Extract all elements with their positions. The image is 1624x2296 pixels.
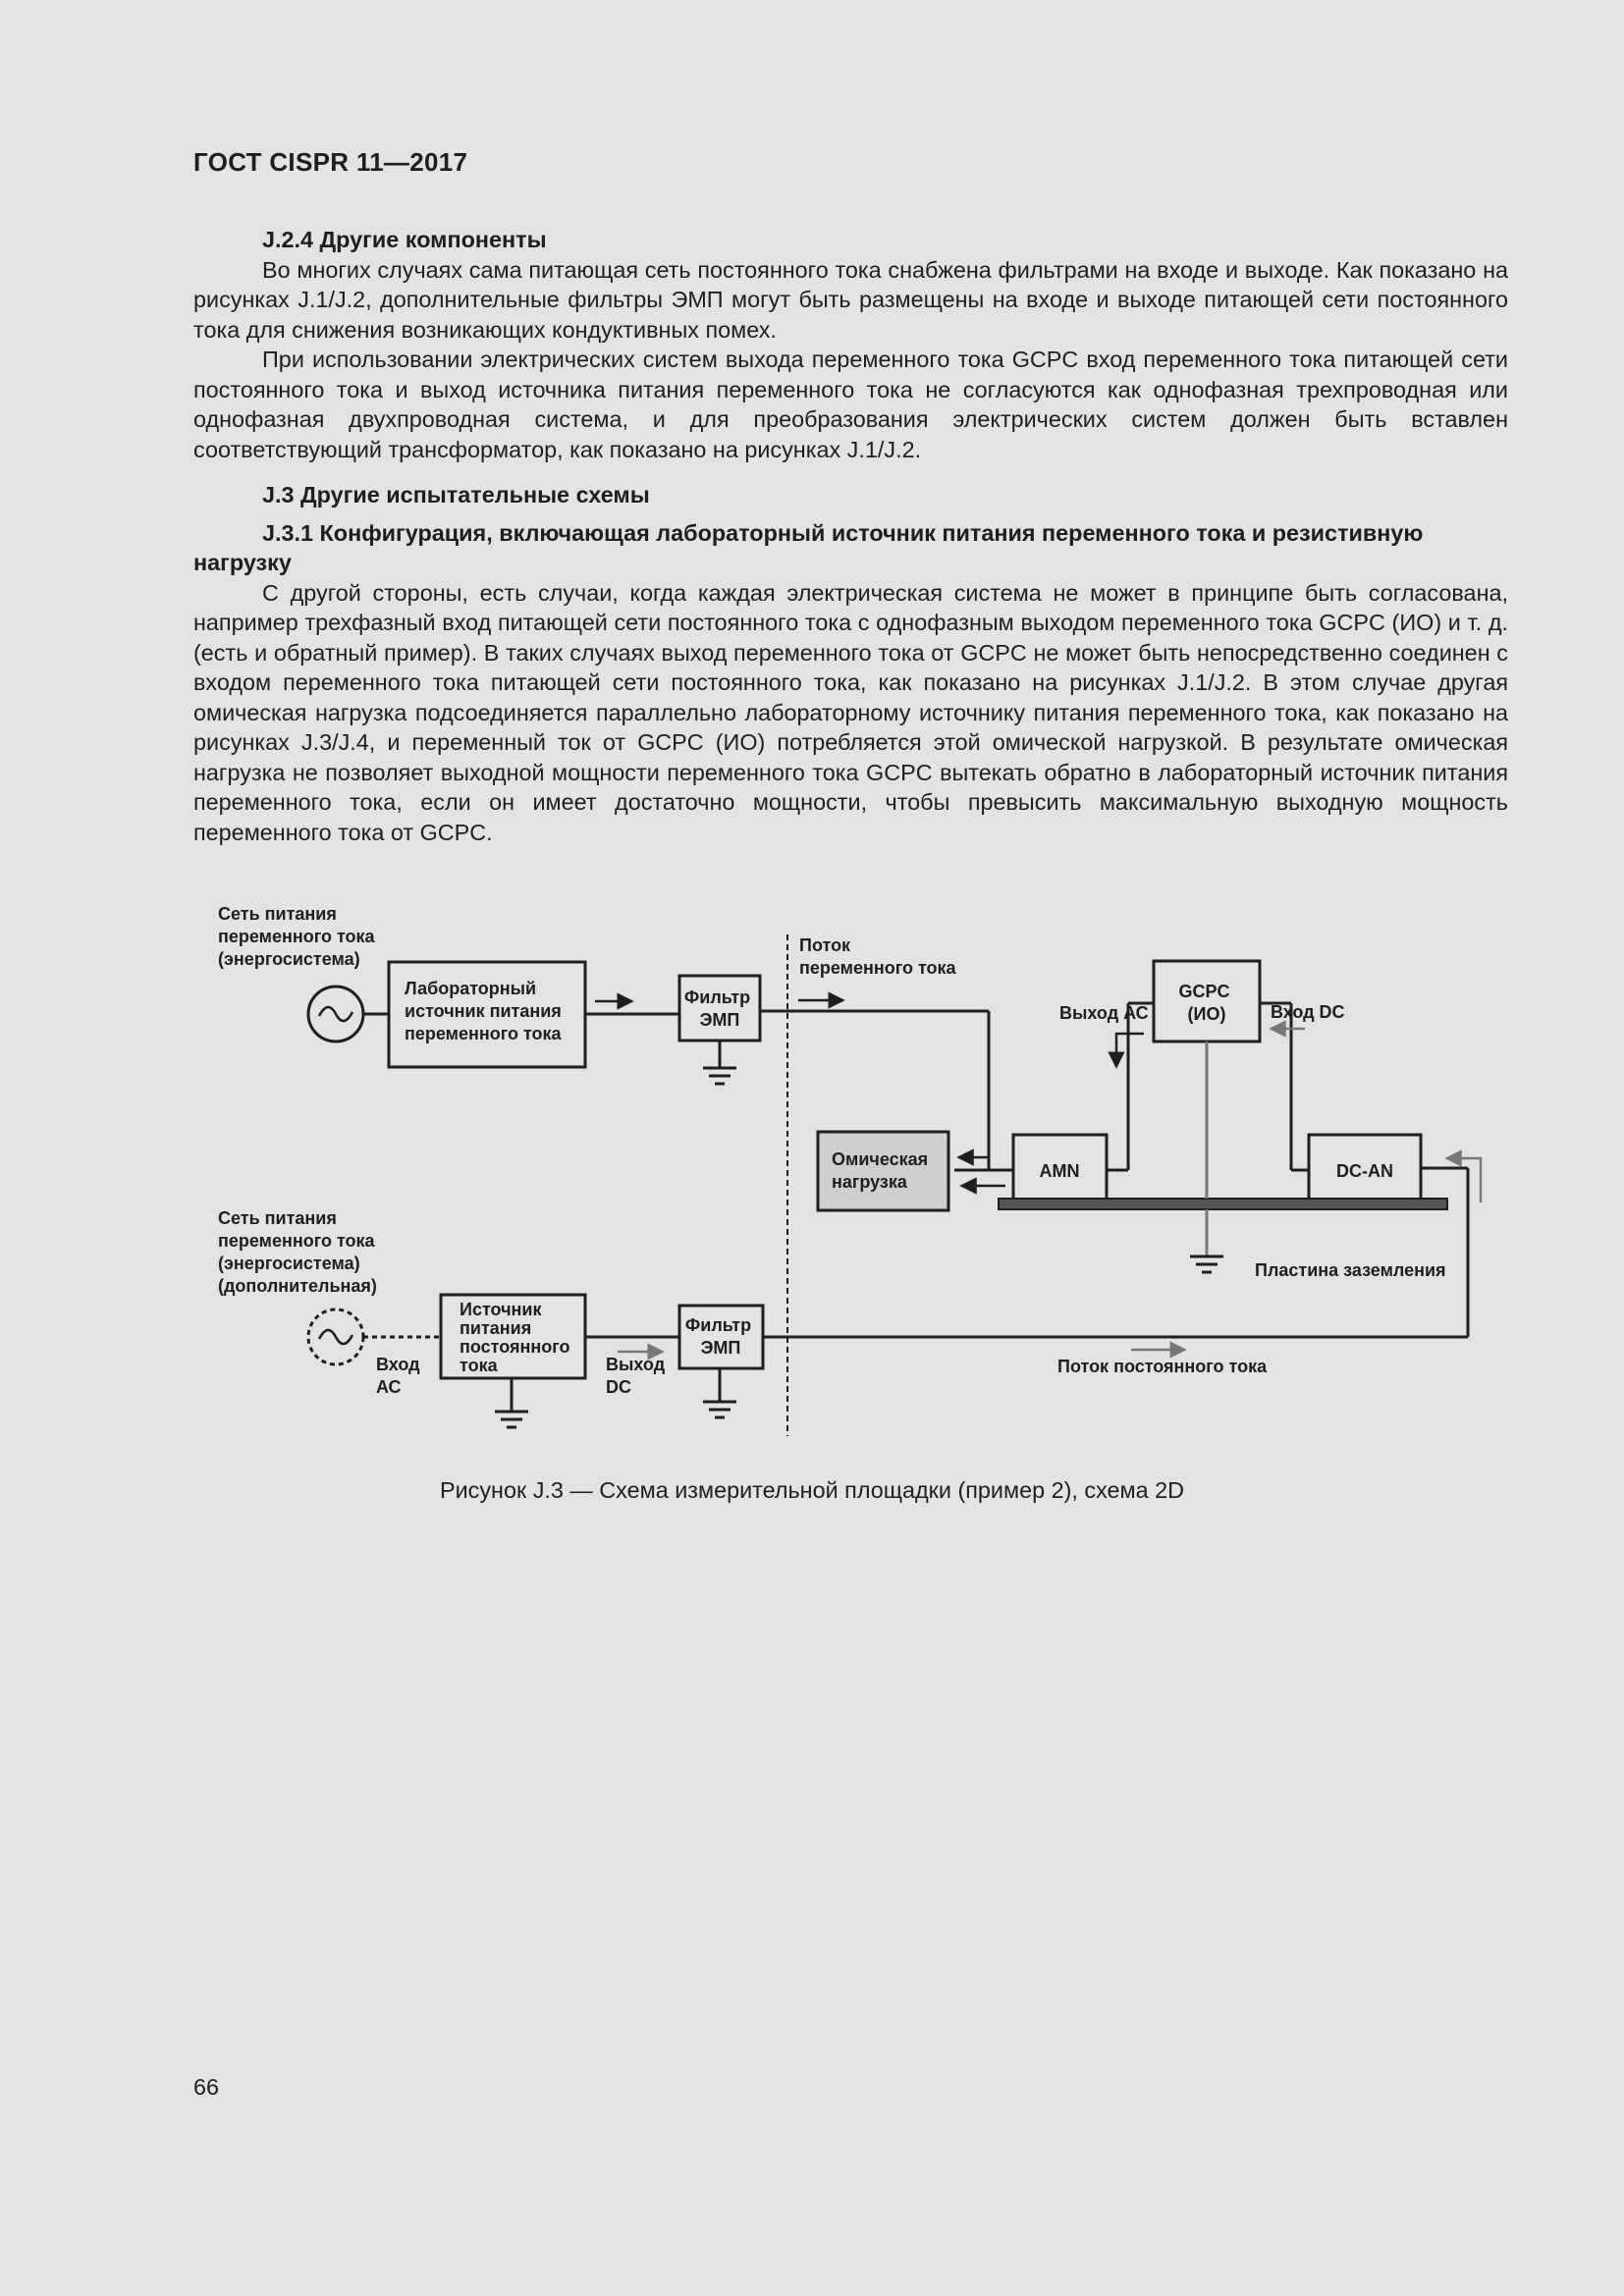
amn-label: AMN bbox=[1039, 1161, 1080, 1181]
svg-text:Лабораторный источник пита: Лабораторный источник питания переменного тока bbox=[405, 979, 562, 1043]
ac-output-label: Выход АС bbox=[1059, 1003, 1149, 1023]
heading-j31: J.3.1 Конфигурация, включающая лабораторный источник питания переменного тока и резистивную нагрузку bbox=[193, 519, 1424, 575]
svg-text:Сеть питания переменного т: Сеть питания переменного тока (энергосистема) bbox=[218, 904, 375, 969]
section-j3 bbox=[193, 480, 1508, 847]
paragraph: Во многих случаях сама питающая сеть постоянного тока снабжена фильтрами на входе и выходе. Как показано на рисунках J.1/J.2, дополнительные фильтры ЭМП могут быть размещены на входе и выходе питающей сети постоянного тока для снижения возникающих кондуктивных помех. bbox=[193, 256, 1508, 343]
gcpc-label: GCPC bbox=[1178, 982, 1230, 1001]
svg-text:Фильтр ЭМП: Фильтр ЭМП bbox=[684, 1315, 752, 1358]
section-j24 bbox=[193, 225, 1508, 464]
paragraph: С другой стороны, есть случаи, когда каждая электрическая система не может в принципе быть согласована, например трехфазный вход питающей сети постоянного тока с однофазным выходом переменного тока GCPC (ИО) и т. д. (есть и обратный пример). В таких случаях выход переменного тока от GCPC не может быть непосредственно соединен с входом переменного тока питающей сети постоянного тока, как показано на рисунках J.1/J.2. В этом случае другая омическая нагрузка подсоединяется параллельно лабораторному источнику питания переменного тока, как показано на рисунках J.3/J.4, и переменный ток от GCPC (ИО) потребляется этой омической нагрузкой. В результате омическая нагрузка не позволяет выходной мощности переменного тока GCPC вытекать обратно в лабораторный источник питания переменного тока, если он имеет достаточно мощности, чтобы превысить максимальную выходную мощность переменного тока от GCPC. bbox=[193, 579, 1508, 845]
document-header: ГОСТ CISPR 11—2017 bbox=[193, 147, 468, 177]
ac-input-label: Вход bbox=[376, 1355, 420, 1374]
svg-text:Поток переменного тока: Поток переменного тока bbox=[799, 935, 956, 978]
svg-text:Вход АС: Вход АС bbox=[376, 1355, 420, 1397]
svg-text:Источник питания посто: Источник питания постоянного тока bbox=[460, 1300, 570, 1375]
ac-flow-label: Поток bbox=[799, 935, 851, 955]
paragraph: При использовании электрических систем выхода переменного тока GCPC вход переменного тока питающей сети постоянного тока и выход источника питания переменного тока не согласуются как однофазная трехпроводная или однофазная двухпроводная система, и для преобразования электрических систем должен быть вставлен соответствующий трансформатор, как показано на рисунках J.1/J.2. bbox=[193, 347, 1508, 462]
gcpc-box bbox=[1154, 961, 1260, 1041]
figure-caption: Рисунок J.3 — Схема измерительной площадки (пример 2), схема 2D bbox=[439, 1477, 1185, 1503]
ground-plate-label: Пластина заземления bbox=[1255, 1260, 1446, 1280]
dc-flow-label: Поток постоянного тока bbox=[1057, 1357, 1268, 1376]
dc-input-label: Вход DC bbox=[1271, 1002, 1345, 1022]
heading-j3: J.3 Другие испытательные схемы bbox=[262, 482, 650, 507]
ground-plate bbox=[999, 1199, 1447, 1209]
ohmic-load-box bbox=[818, 1132, 948, 1210]
svg-text:GCPC (ИО): GCPC (ИО) bbox=[1178, 982, 1230, 1024]
dc-output-label: Выход bbox=[606, 1355, 666, 1374]
page-number: 66 bbox=[193, 2074, 220, 2100]
svg-text:Омическая нагрузка: Омическая нагрузка bbox=[832, 1149, 929, 1192]
figure-j3-diagram bbox=[193, 893, 1508, 1443]
dc-an-label: DC-AN bbox=[1336, 1161, 1393, 1181]
ac-mains-2-line: Сеть питания bbox=[218, 1208, 337, 1228]
ohmic-load-label: Омическая bbox=[832, 1149, 929, 1169]
heading-j24: J.2.4 Другие компоненты bbox=[262, 227, 547, 252]
ac-mains-1-line: Сеть питания bbox=[218, 904, 337, 924]
svg-text:Выход DC: Выход DC bbox=[606, 1355, 666, 1397]
dc-source-label: Источник bbox=[460, 1300, 542, 1319]
emi-filter-2-label: Фильтр bbox=[684, 1315, 752, 1335]
emi-filter-1-box bbox=[679, 976, 760, 1041]
emi-filter-1-label: Фильтр bbox=[683, 988, 751, 1007]
lab-source-label: Лабораторный bbox=[405, 979, 537, 998]
svg-text:Фильтр ЭМП: Фильтр ЭМП bbox=[683, 988, 751, 1030]
svg-text:Сеть питания переменного т: Сеть питания переменного тока (энергосистема) (дополнительная) bbox=[218, 1208, 377, 1296]
